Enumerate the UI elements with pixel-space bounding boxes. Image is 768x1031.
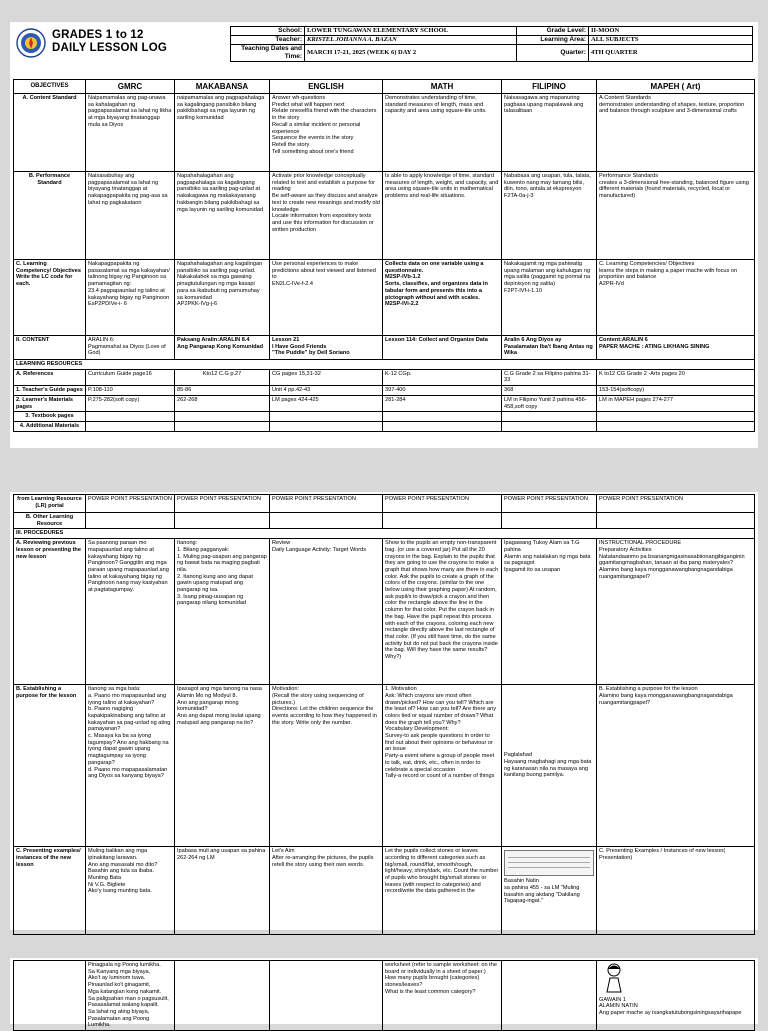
- row-label: A. References: [14, 369, 86, 385]
- cell-gmrc: Muling balikan ang mga ipinakitang larawan. Ano ang masasabi mo dito? Basahin ang tula sa ibaba. Munting Bata Ni V.G. Bigliete Ako'y isang munting bata.: [86, 847, 175, 935]
- table-row-lr-portal: [14, 495, 755, 513]
- dates-label-1: Teaching Dates and: [241, 45, 302, 52]
- cell-math: [383, 961, 502, 1031]
- cell-makabansa: 262-268: [175, 395, 270, 411]
- cell-makabansa: [175, 421, 270, 431]
- cell-math: Is able to apply knowledge of time, standard measures of length, weight, and capacity, and area using square-tile units in mathematical problems and real-life situations.: [383, 172, 502, 260]
- cell-filipino: POWER POINT PRESENTATION: [502, 495, 597, 513]
- cell-gmrc: Pinagpala ng Poong lumikha. Sa Kanyang mga biyaya, Ako't ay luminom tuwa. Pinaunlad ko't ginagamit, Mga katangian kong nakamit. Sa paligsahan man o pagsusulit, Pasasalamat walang kapalit. Sa lahat ng ating biyaya, Pasalamatan ang Poong Lumikha.: [86, 961, 175, 1031]
- cell-gmrc: ARALIN 6: Pagmamahal sa Diyos (Love of God): [86, 336, 175, 360]
- cell-mapeh: [597, 961, 755, 1031]
- deped-seal-icon: [16, 28, 46, 58]
- cell-filipino: C.G Grade 2 sa Filipino pahina 31-33: [502, 369, 597, 385]
- table-row-content: [14, 336, 755, 360]
- cell-filipino: Nababasa ang usapan, tula, talata, kuwento nang may tamang bilis, diin, tono, antala at ekspresyon F2TA-0a-j-3: [502, 172, 597, 260]
- row-label: B. Performance Standard: [14, 172, 86, 260]
- row-label: 4. Additional Materials: [14, 421, 86, 431]
- page-1: [10, 22, 758, 448]
- cell-math: [383, 412, 502, 422]
- cell-gmrc: Naisasabuhay ang pagpapasalamat sa lahat ng biyayang tinatanggap at nakapagpapakita ng pag-asa sa lahat ng pagkakataon: [86, 172, 175, 260]
- cell-english: CG pages 15,31-32: [270, 369, 383, 385]
- cell-gmrc: P.108-110: [86, 386, 175, 396]
- cell-mapeh: K to12 CG Grade 2 -Arts pages 20: [597, 369, 755, 385]
- cell-filipino: [502, 961, 597, 1031]
- dates-label: [231, 45, 305, 62]
- procedures-label: III. PROCEDURES: [14, 529, 755, 539]
- col-makabansa: MAKABANSA: [175, 80, 270, 94]
- cell-math: Let the pupils collect stones or leaves according to different categories such as big/small, round/flat, smooth/rough, light/heavy, shiny/dark, etc. Count the number of pupils who brought big/small stones or leaves (with respect to categories) and record/write the data gathered in the: [383, 847, 502, 935]
- cell-makabansa: [175, 412, 270, 422]
- row-label: 2. Learner's Materials pages: [14, 395, 86, 411]
- cell-math: K-12 CGp.: [383, 369, 502, 385]
- form-title-line2: DAILY LESSON LOG: [52, 42, 168, 54]
- cell-english: LM pages 424-425: [270, 395, 383, 411]
- table-row-procedures: [14, 529, 755, 539]
- cell-english: Unit 4 pp.42-43: [270, 386, 383, 396]
- cell-makabansa: Ipasagot ang mga tanong na nasa Alamin Mo ng Modyul 8. Ano ang pangarap mong komunidad? Ano ang dapat mong isulat upang matupad ang pangarap na ito?: [175, 685, 270, 847]
- table-row-continued: [14, 961, 755, 1031]
- col-filipino: FILIPINO: [502, 80, 597, 94]
- teacher-label: Teacher:: [231, 36, 305, 45]
- area-value: ALL SUBJECTS: [589, 36, 753, 45]
- col-english: ENGLISH: [270, 80, 383, 94]
- col-objectives: OBJECTIVES: [14, 80, 86, 94]
- cell-gmrc: Itanong sa mga bata: a. Paano mo mapapaunlad ang iyong talino at kakayahan? b. Paano nagiging kapakipakinabang ang talino at kakayahan sa pag-unlad ng ating pamayanan? c. Masaya ka ba sa iyong tagumpay? Ano ang hakbang na iyong dapat gawin upang magtagumpay sa iyong pangarap? d. Paano mo mapapasalamatan ang Diyos sa kanyang biyaya?: [86, 685, 175, 847]
- cell-gmrc: [86, 513, 175, 529]
- cell-mapeh: C. Learning Competencies/ Objectives learns the steps in making a paper mache with focus on proportion and balance A2PR-IVd: [597, 260, 755, 336]
- row-label: [14, 961, 86, 1031]
- quarter-value: 4TH QUARTER: [589, 45, 753, 62]
- cell-english: [270, 412, 383, 422]
- cell-math: [383, 513, 502, 529]
- cell-mapeh: Performance Standards creates a 3-dimensional free-standing, balanced figure using different materials (found materials, recycled, local or manufactured): [597, 172, 755, 260]
- page-3: [10, 958, 758, 1029]
- cell-makabansa: Napahahalagahan ang pagpapahalaga sa kagalingang pansibiko sa sariling pag-unlad at nakakagawa ng makakayanang hakbangin bilang pakikibahagi sa mga layunin ng sariling komunidad: [175, 172, 270, 260]
- objectives-table: [13, 79, 755, 432]
- cell-english: Motivation: (Recall the story using sequencing of pictures.) Directions: Let the children sequence the events according to how they happened in the story. Write only the number.: [270, 685, 383, 847]
- cell-gmrc: POWER POINT PRESENTATION: [86, 495, 175, 513]
- filipino-text: Basahin Natin sa pahina 455 - sa LM "Muling basahin ang akdang "Dakilang Tagapag-ingat.": [504, 878, 580, 905]
- cell-mapeh: INSTRUCTIONAL PROCEDURE Preparatory Activities Natatandaanmo pa bsanangmgasinasabiionangibiganginin ggamitangmagbahan, tanaan at iba pang materyales? Alamino bang kaya mongganawangbangnagandabiga ruangamitangpapel?: [597, 539, 755, 685]
- cell-english: [270, 513, 383, 529]
- procedures-table: [13, 494, 755, 935]
- cell-english: POWER POINT PRESENTATION: [270, 495, 383, 513]
- cell-english: Review Daily Language Activity: Target Words: [270, 539, 383, 685]
- cell-filipino: Naisasagawa ang mapanuring pagbasa upang mapalawak ang talasalitaan: [502, 94, 597, 172]
- table-row-teachers-guide: [14, 386, 755, 396]
- table-row-presenting: [14, 847, 755, 935]
- row-label: 1. Teacher's Guide pages: [14, 386, 86, 396]
- cell-makabansa: naipamamalas ang pagpapahalaga sa kagalingang pansibiko bilang pakikibahagi sa mga layunin ng sariling komunidad: [175, 94, 270, 172]
- cell-mapeh: [597, 412, 755, 422]
- cell-math: Lesson 114: Collect and Organize Data: [383, 336, 502, 360]
- cell-makabansa: Kto12 C.G p.27: [175, 369, 270, 385]
- table-row-learning-competency: [14, 260, 755, 336]
- cell-filipino: Paglalahad Hayaang magbahagi ang mga bata ng karanasan nila na masaya ang kanilang buong pamilya.: [502, 685, 597, 847]
- grade-value: II-MOON: [589, 27, 753, 36]
- cell-gmrc: [86, 421, 175, 431]
- cell-math: 1. Motivation Ask: Which crayons are most often drawn/picked? How can you tell? Which are the least of? How can you tell? Are there any colors tied or equal number of draws? What does the graph tell you? Why? Vocabulary Development: Survey-to ask people questions in order to find out about their opinions or behaviour or an issue Party-a event where a group of people meet to talk, eat, drink, etc., often in order to celebrate a special occasion Tally-a record or count of a number of things: [383, 685, 502, 847]
- cell-math: Show to the pupils an empty non-transparent bag. (or use a covered jar) Put all the 20 crayons in the bag. Explain to the pupils that they are going to use the crayons to make a graph that shows how many are there in each color. Ask the pupils to create a graph of the colors of the crayons. (similar to the one below using their graphing paper) At random, ask pupil/s to draw/pick a crayon and then color the rectangle above the line in the column for that color. Put the crayon back in the bag. Have the pupil repeat this process with each of the crayons, coloring each new rectangle directly above the last rectangle of that color. (If you still have time, do the same activity but do not put back the crayons inside the bag. Will they have the same results? Why?): [383, 539, 502, 685]
- cell-mapeh: 153-154(softcopy): [597, 386, 755, 396]
- cell-makabansa: Itanong: 1. Bilang pagganyak: 1. Muling pag-usapan ang pangarap ng bawat bata na maging pagbati nila. 2. Itanong kung ano ang dapat gawin upang matupad ang pangarap ng isa. 3. Isang pinag-uusapan ng pangarap nilang komunidad: [175, 539, 270, 685]
- cell-math: [383, 421, 502, 431]
- cell-filipino: [502, 847, 597, 935]
- cell-makabansa: Napahahalagahan ang kagalingan pansibiko sa sariling pag-unlad. Nakakalahok sa mga gawaing pinagtutulungan ng mga kasapi para sa ikabubuti ng pamumuhay sa komunidad AP2PKK-IVg-j-6: [175, 260, 270, 336]
- cell-filipino: Aralin 6 Ang Diyos ay Pasalamatan Iba't Ibang Antas ng Wika: [502, 336, 597, 360]
- cell-mapeh: B. Establishing a purpose for the lesson Alamino bang kaya mongganawangbangnagandabiga ruangamitangpapel?: [597, 685, 755, 847]
- row-label: II. CONTENT: [14, 336, 86, 360]
- cell-math: 397-400: [383, 386, 502, 396]
- table-row-references: [14, 369, 755, 385]
- cell-mapeh: POWER POINT PRESENTATION: [597, 495, 755, 513]
- row-label: A. Content Standard: [14, 94, 86, 172]
- cell-math: Demonstrates understanding of time, standard measures of length, mass and capacity and area using square-tile units.: [383, 94, 502, 172]
- cell-english: Use personal experiences to make predictions about text viewed and listened to EN2LC-IVe-f-2.4: [270, 260, 383, 336]
- cell-filipino: Ipagawang Tukoy Alam sa T.G pahina Alamin ang natalakan ng mga bata sa pagsagot Ipagamit ito sa usapan: [502, 539, 597, 685]
- cell-english: Let's Aim After re-arranging the pictures, the pupils retell the story using their own words.: [270, 847, 383, 935]
- dates-value: MARCH 17-21, 2025 (WEEK 6) DAY 2: [305, 45, 517, 62]
- cell-math: 281-284: [383, 395, 502, 411]
- cell-mapeh: C. Presenting Examples / Instances of new lesson( Presentation): [597, 847, 755, 935]
- cell-gmrc: [86, 412, 175, 422]
- table-row-textbook: [14, 412, 755, 422]
- cell-makabansa: [175, 513, 270, 529]
- row-label: B. Other Learning Resource: [14, 513, 86, 529]
- table-row-performance-standard: [14, 172, 755, 260]
- school-label: School:: [231, 27, 305, 36]
- cell-mapeh: Content:ARALIN 6 PAPER MACHE : ATING LIKHANG SINING: [597, 336, 755, 360]
- grade-label: Grade Level:: [517, 27, 589, 36]
- area-label: Learning Area:: [517, 36, 589, 45]
- cell-makabansa: Paksang Aralin:ARALIN 8.4 Ang Pangarap Kong Komunidad: [175, 336, 270, 360]
- cell-english: [270, 421, 383, 431]
- quarter-label: Quarter:: [517, 45, 589, 62]
- cell-makabansa: 85-86: [175, 386, 270, 396]
- page-2: [10, 492, 758, 930]
- row-label: 3. Textbook pages: [14, 412, 86, 422]
- cell-filipino: 368: [502, 386, 597, 396]
- cell-english: Lesson 21 I Have Good Friends "The Puddle" by Dell Soriano: [270, 336, 383, 360]
- form-title-line1: GRADES 1 to 12: [52, 29, 144, 41]
- cell-filipino: LM in Filipino Yunit 2 pahina 456-458,soft copy: [502, 395, 597, 411]
- row-label: C. Presenting examples/ instances of the new lesson: [14, 847, 86, 935]
- cell-mapeh: A.Content Standards demonstrates understanding of shapes, texture, proportion and balance through sculpture and 3-dimensional crafts: [597, 94, 755, 172]
- dates-label-2: Time:: [284, 53, 302, 60]
- row-label: from Learning Resource (LR) portal: [14, 495, 86, 513]
- table-row-learners-materials: [14, 395, 755, 411]
- table-row-content-standard: [14, 94, 755, 172]
- mapeh-text: GAWAIN 1 ALAMIN NATIN Ang paper mache ay isangkatutubongsiningsayarihapape: [599, 996, 742, 1017]
- teacher-value: KRISTEL JOHANNA A. BAZAN: [305, 36, 517, 45]
- reading-thumbnail: [504, 850, 594, 876]
- cell-mapeh: LM in MAPEH pages 274-277: [597, 395, 755, 411]
- cell-filipino: [502, 412, 597, 422]
- cell-mapeh: [597, 513, 755, 529]
- row-label: A. Reviewing previous lesson or presenting the new lesson: [14, 539, 86, 685]
- table-row-reviewing: [14, 539, 755, 685]
- table-row-other-resource: [14, 513, 755, 529]
- cell-makabansa: POWER POINT PRESENTATION: [175, 495, 270, 513]
- row-label: C. Learning Competency/ Objectives Write the LC code for each.: [14, 260, 86, 336]
- cell-filipino: [502, 421, 597, 431]
- cell-english: Activate prior knowledge conceptually related to text and establish a purpose for reading Be self-aware as they discuss and analyze text to create new meanings and modify old knowledge Locate information from expository texts and use this information for discussion or written production: [270, 172, 383, 260]
- cell-filipino: Nakakagamit ng mga pahiwatig upang malaman ang kahulugan ng mga salita (paggamit ng pormal na depinisyon ng salita) F2PT-IVf-i-1.10: [502, 260, 597, 336]
- row-label: B. Establishing a purpose for the lesson: [14, 685, 86, 847]
- cell-gmrc: P.275-282(soft copy): [86, 395, 175, 411]
- cell-english: Answer wh-questions Predict what will happen next Relate oneself/a friend with the characters in the story Recall a similar incident or personal experience Sequence the events in the story Retell the story Tell something about one's friend: [270, 94, 383, 172]
- continued-table: [13, 960, 755, 1031]
- cell-filipino: [502, 513, 597, 529]
- header-info-table: [230, 26, 753, 62]
- cell-english: [270, 961, 383, 1031]
- col-mapeh: MAPEH ( Art): [597, 80, 755, 94]
- cell-math: POWER POINT PRESENTATION: [383, 495, 502, 513]
- school-value: LOWER TUNGAWAN ELEMENTARY SCHOOL: [305, 27, 517, 36]
- learning-resources-label: LEARNING RESOURCES: [14, 360, 755, 370]
- table-row-additional-materials: [14, 421, 755, 431]
- cell-makabansa: [175, 961, 270, 1031]
- cell-gmrc: Sa paanong paraan mo mapapaunlad ang talino at kakayahang bigay ng Panginoon? Ganggitin ang mga paraan upang mapapaunlad ang talino at kakayahang bigay ng Panginoon nang may kasiyahan at pagtatagumpay.: [86, 539, 175, 685]
- cell-gmrc: Nakapagpapakita ng pasasalamat sa mga kakayahan/ talinong bigay ng Panginoon sa pamamagitan ng: 23.4 pagpapaunlad ng talino at kakayahang bigay ng Panginoon EsP2PDIVe-i- 6: [86, 260, 175, 336]
- math-text: worksheet (refer to sample worksheet: on the board or individually in a sheet of paper.) How many pupils brought (categories) stones/leaves? What is the least common category?: [385, 962, 497, 995]
- table-row-purpose: [14, 685, 755, 847]
- cell-makabansa: Ipabasa muli ang usapan sa pahina 262-264 ng LM: [175, 847, 270, 935]
- table-row-learning-resources: [14, 360, 755, 370]
- cell-mapeh: [597, 421, 755, 431]
- col-gmrc: GMRC: [86, 80, 175, 94]
- cell-gmrc: Naipamamalas ang pag-unawa sa kahalagahan ng pagpapasalamat sa lahat ng likha at mga biyayang tinatanggap mula sa Diyos: [86, 94, 175, 172]
- col-math: MATH: [383, 80, 502, 94]
- cell-math: Collects data on one variable using a questionnaire. M2SP-IVb-1.2 Sorts, classifies, and organizes data in tabular form and presents this into a pictograph without and with scales. M2SP-IVi-2.2: [383, 260, 502, 336]
- cell-gmrc: Curriculum Guide page16: [86, 369, 175, 385]
- girl-illustration-icon: [599, 962, 629, 994]
